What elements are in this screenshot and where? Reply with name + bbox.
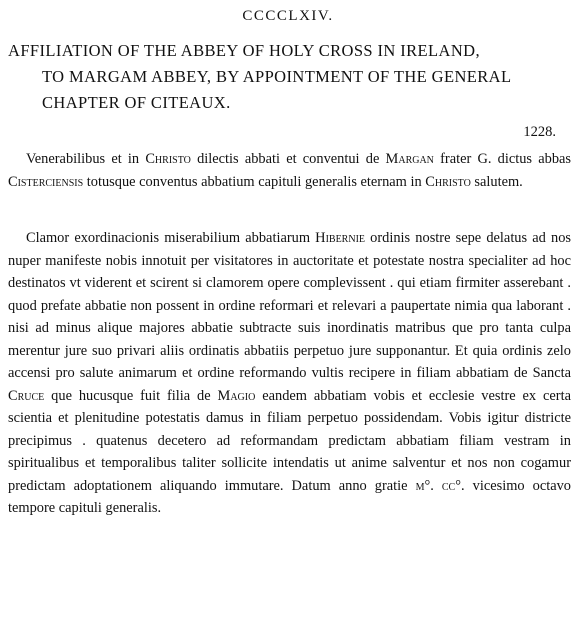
p1-smallcaps-1: Christo bbox=[145, 151, 191, 167]
p1-smallcaps-4: Christo bbox=[425, 173, 471, 190]
p2-text-4: eandem abbatiam vobis et ecclesie vestre ex certa scientia et plenitudine potestatis damus in filiam perpetuo possidendam. Vobis igitur districte precipimus . quatenus decetero ad reformandam predictam abbatiam filiam vestram in spiritualibus et temporalibus taliter sollicite intendatis ut anime salventur et nos non cogamur predictam adoptationem aliquando immutare. Datum anno gratie bbox=[8, 387, 571, 494]
title-line-3: CHAPTER OF CITEAUX. bbox=[42, 93, 231, 112]
p2-text-3: que hucusque fuit filia de bbox=[44, 387, 218, 404]
p1-text-3: frater G. dictus abbas bbox=[433, 151, 572, 167]
body-paragraph bbox=[8, 227, 571, 520]
p2-text-5: vicesimo octavo tempore capituli generalis. bbox=[8, 477, 571, 516]
p1-smallcaps-2: Margan bbox=[385, 151, 434, 167]
p2-text-2: ordinis nostre sepe delatus ad nos nuper manifeste nobis innotuit per visitatores in auctoritate et potestate nostra specialiter ad hoc destinatos vt viderent et scirent si clamorem opere complevissent . qui etiam firmiter asserebant . quod prefate abbatie non possent in ordine reformari et relevari a paupertate nimia qua laborant . nisi ad minus alique majores abbatie subtracte suis inordinatis matribus que pro tanta culpa merentur jure suo privari aliis ordinatis abbatiis perpetuo jure supponantur. Et quia ordinis zelo accensi pro salute animarum et ordine reformando vultis recipere in filiam abbatiam de Sancta bbox=[8, 230, 571, 381]
title-line-1: AFFILIATION OF THE ABBEY OF HOLY CROSS IN IRELAND, bbox=[8, 41, 480, 60]
p2-smallcaps-1: Hibernie bbox=[315, 230, 366, 246]
p2-smallcaps-2: Cruce bbox=[8, 387, 45, 404]
p2-smallcaps-4: m°. cc°. bbox=[415, 477, 465, 494]
p2-smallcaps-3: Magio bbox=[217, 387, 256, 404]
title-line-2: TO MARGAM ABBEY, BY APPOINTMENT OF THE GENERAL bbox=[42, 67, 512, 86]
charter-title bbox=[8, 38, 574, 116]
p1-text-4: totusque conventus abbatium capituli generalis eternam in bbox=[83, 173, 426, 190]
p1-text-5: salutem. bbox=[470, 173, 523, 190]
p1-text-1: Venerabilibus et in bbox=[26, 151, 146, 167]
charter-year: 1228. bbox=[523, 124, 556, 140]
charter-number: CCCCLXIV. bbox=[242, 8, 334, 24]
p2-text-1: Clamor exordinacionis miserabilium abbatiarum bbox=[26, 230, 316, 246]
salutation-paragraph bbox=[8, 148, 571, 193]
p1-smallcaps-3: Cisterciensis bbox=[8, 173, 84, 190]
p1-text-2: dilectis abbati et conventui de bbox=[190, 151, 386, 167]
